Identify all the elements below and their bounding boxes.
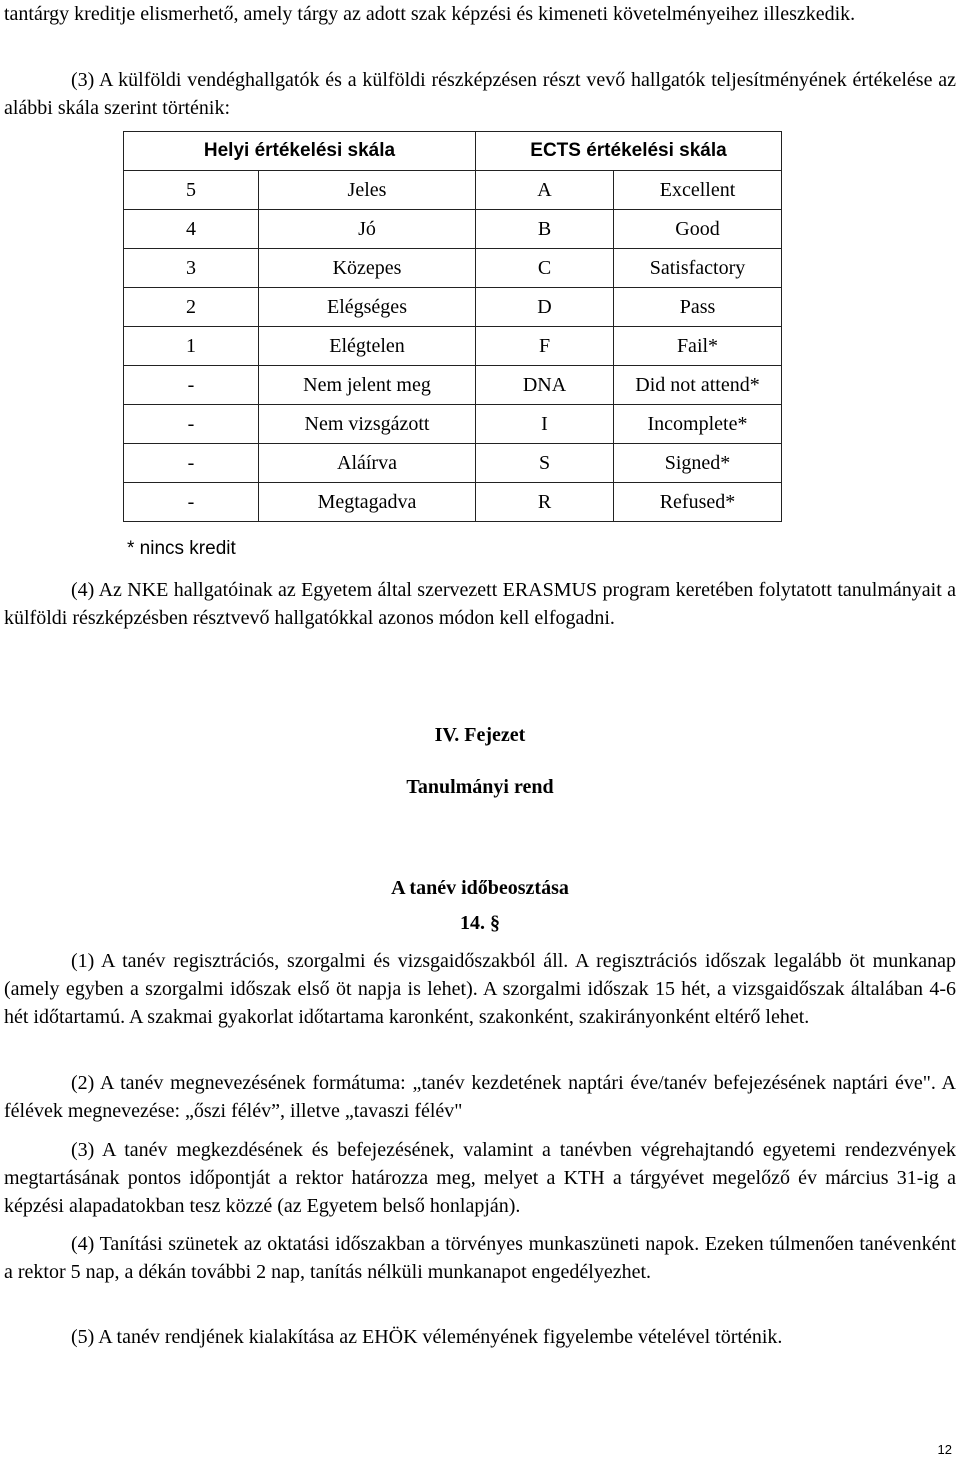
grade-ects-name: Satisfactory: [614, 249, 782, 288]
grade-local-name: Elégséges: [259, 288, 476, 327]
grade-local-name: Jeles: [259, 171, 476, 210]
page-number: 12: [937, 1442, 952, 1457]
table-row: [124, 483, 782, 522]
paragraph-number: 14. §: [460, 912, 500, 934]
grade-number: 1: [124, 327, 259, 366]
grade-local-name: Közepes: [259, 249, 476, 288]
table-row: [124, 288, 782, 327]
grade-number: -: [124, 366, 259, 405]
table-row: [124, 405, 782, 444]
grade-ects-name: Good: [614, 210, 782, 249]
section-paragraph-4: (4) Tanítási szünetek az oktatási időszakban a törvényes munkaszüneti napok. Ezeken túlmenően tanévenként a rektor 5 nap, a dékán további 2 nap, tanítás nélküli munkanapot engedélyezhet.: [4, 1233, 956, 1283]
grade-local-name: Megtagadva: [259, 483, 476, 522]
grade-local-name: Elégtelen: [259, 327, 476, 366]
chapter-number: IV. Fejezet: [434, 724, 526, 746]
grade-local-name: Jó: [259, 210, 476, 249]
header-local-scale: Helyi értékelési skála: [124, 132, 476, 171]
grade-ects-code: A: [476, 171, 614, 210]
section-paragraph-3: (3) A tanév megkezdésének és befejezésének, valamint a tanévben végrehajtandó egyetemi rendezvények megtartásának pontos időpontját a rektor határozza meg, melyet a KTH a tárgyévet megelőző év március 31-ig a képzési alapadatokban tesz közzé (az Egyetem belső honlapján).: [4, 1139, 956, 1217]
grade-scale-table: [123, 131, 782, 522]
grade-number: -: [124, 405, 259, 444]
section-title: A tanév időbeosztása: [391, 877, 569, 899]
table-footnote: * nincs kredit: [127, 538, 236, 559]
chapter-title: Tanulmányi rend: [406, 776, 554, 798]
header-ects-scale: ECTS értékelési skála: [476, 132, 782, 171]
section-paragraph-1: (1) A tanév regisztrációs, szorgalmi és vizsgaidőszakból áll. A regisztrációs időszak legalább öt munkanap (amely egyben a szorgalmi időszak első öt napja is lehet). A szorgalmi időszak 15 hét, a vizsgaidőszak általában 4-6 hét időtartamú. A szakmai gyakorlat időtartama karonként, szakonként, szakirányonként eltérő lehet.: [4, 950, 956, 1028]
grade-local-name: Aláírva: [259, 444, 476, 483]
table-row: [124, 171, 782, 210]
section-paragraph-2: (2) A tanév megnevezésének formátuma: „tanév kezdetének naptári éve/tanév befejezésének naptári éve". A félévek megnevezése: „őszi félév”, illetve „tavaszi félév": [4, 1072, 956, 1122]
grade-ects-code: R: [476, 483, 614, 522]
grade-number: -: [124, 444, 259, 483]
grade-ects-name: Refused*: [614, 483, 782, 522]
paragraph-4-erasmus: (4) Az NKE hallgatóinak az Egyetem által szervezett ERASMUS program keretében folytatott tanulmányait a külföldi részképzésben résztvevő hallgatókkal azonos módon kell elfogadni.: [4, 579, 956, 629]
grade-table-body: [124, 171, 782, 522]
grade-ects-code: I: [476, 405, 614, 444]
table-row: [124, 210, 782, 249]
grade-ects-name: Signed*: [614, 444, 782, 483]
grade-ects-code: C: [476, 249, 614, 288]
paragraph-continuation: tantárgy kreditje elismerhető, amely tárgy az adott szak képzési és kimeneti követelményeihez illeszkedik.: [4, 3, 856, 25]
grade-ects-code: DNA: [476, 366, 614, 405]
grade-ects-name: Incomplete*: [614, 405, 782, 444]
paragraph-3-grading: (3) A külföldi vendéghallgatók és a külföldi részképzésen részt vevő hallgatók teljesítményének értékelése az alábbi skála szerint történik:: [4, 69, 956, 119]
grade-ects-name: Did not attend*: [614, 366, 782, 405]
table-row: [124, 327, 782, 366]
table-row: [124, 249, 782, 288]
table-row: [124, 366, 782, 405]
grade-local-name: Nem jelent meg: [259, 366, 476, 405]
table-header-row: [124, 132, 782, 171]
grade-ects-name: Excellent: [614, 171, 782, 210]
section-paragraph-5: (5) A tanév rendjének kialakítása az EHÖK véleményének figyelembe vételével történik.: [71, 1326, 783, 1348]
grade-ects-name: Pass: [614, 288, 782, 327]
grade-number: 5: [124, 171, 259, 210]
grade-number: -: [124, 483, 259, 522]
grade-number: 3: [124, 249, 259, 288]
grade-ects-code: D: [476, 288, 614, 327]
grade-number: 4: [124, 210, 259, 249]
table-row: [124, 444, 782, 483]
grade-table-container: [123, 131, 782, 522]
grade-ects-name: Fail*: [614, 327, 782, 366]
grade-number: 2: [124, 288, 259, 327]
grade-ects-code: B: [476, 210, 614, 249]
grade-ects-code: F: [476, 327, 614, 366]
grade-ects-code: S: [476, 444, 614, 483]
grade-local-name: Nem vizsgázott: [259, 405, 476, 444]
